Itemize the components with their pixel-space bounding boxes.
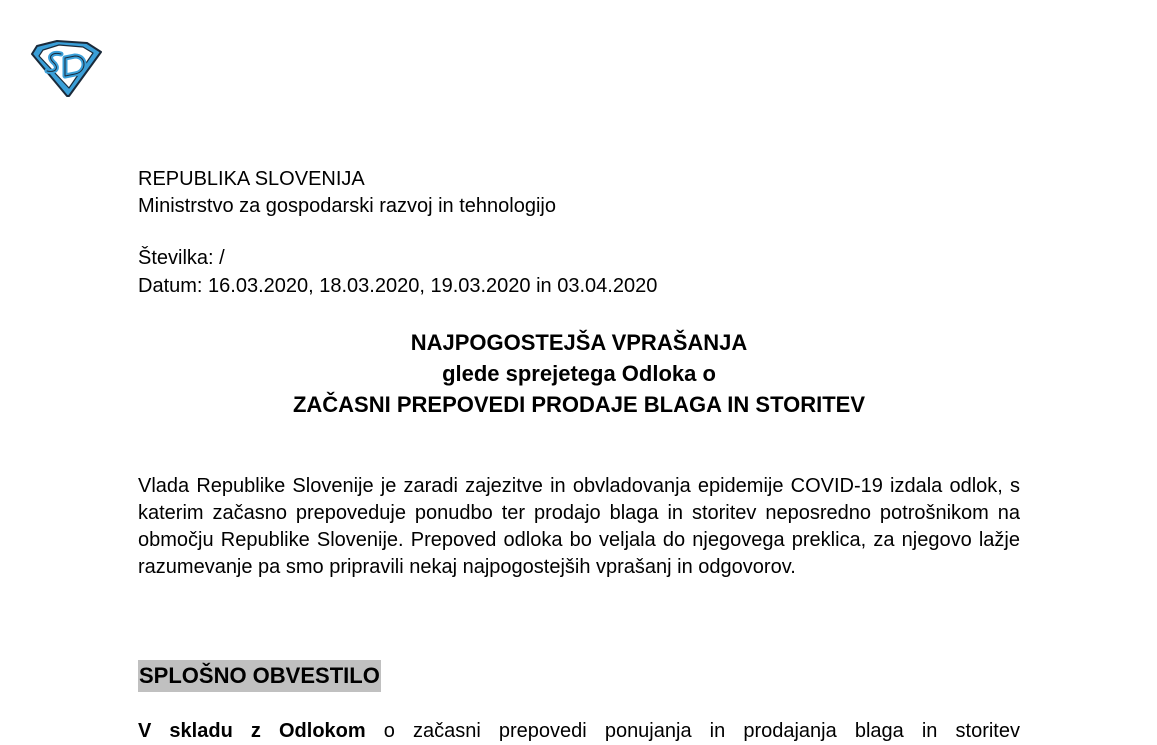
issuer-header bbox=[138, 166, 556, 220]
title-line-1: NAJPOGOSTEJŠA VPRAŠANJA bbox=[410, 330, 748, 355]
document-date: Datum: 16.03.2020, 18.03.2020, 19.03.2020 in 03.04.2020 bbox=[138, 275, 658, 297]
section-paragraph-lead: V skladu z Odlokom bbox=[138, 720, 366, 742]
title-line-3: ZAČASNI PREPOVEDI PRODAJE BLAGA IN STORITEV bbox=[292, 392, 866, 417]
intro-paragraph: Vlada Republike Slovenije je zaradi zajezitve in obvladovanja epidemije COVID-19 izdala odlok, s katerim začasno prepoveduje ponudbo ter prodajo blaga in storitev neposredno potrošnikom na območju Republike Slovenije. Prepoved odloka bo veljala do njegovega preklica, za njegovo lažje razumevanje pa smo pripravili nekaj najpogostejših vprašanj in odgovorov. bbox=[138, 475, 1020, 578]
organization-logo-icon bbox=[31, 40, 103, 98]
document-number: Številka: / bbox=[138, 247, 225, 269]
document-title bbox=[138, 327, 1020, 420]
section-heading: SPLOŠNO OBVESTILO bbox=[138, 660, 381, 692]
section-paragraph-text: o začasni prepovedi ponujanja in prodajanja blaga in storitev bbox=[365, 720, 1020, 742]
document-meta bbox=[138, 244, 657, 300]
section-paragraph bbox=[138, 718, 1020, 745]
issuer-republic: REPUBLIKA SLOVENIJA bbox=[138, 168, 365, 190]
issuer-ministry: Ministrstvo za gospodarski razvoj in tehnologijo bbox=[138, 195, 556, 217]
title-line-2: glede sprejetega Odloka o bbox=[442, 361, 716, 386]
